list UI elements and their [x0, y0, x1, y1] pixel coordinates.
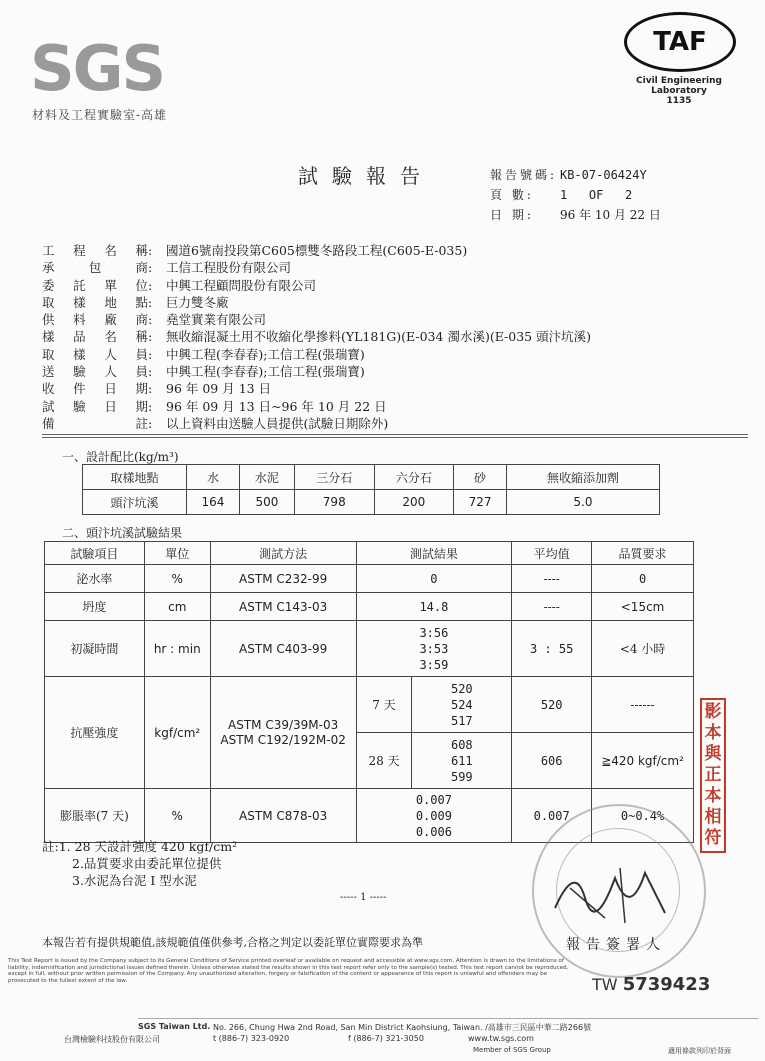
info-value: 96 年 09 月 13 日~96 年 10 月 22 日: [166, 398, 387, 414]
info-value: 國道6號南投段第C605標雙冬路段工程(C605-E-035): [166, 243, 468, 258]
info-row: 取 樣 人 員 : 中興工程(李春春);工信工程(張瑞寶): [42, 346, 365, 362]
table-row: 坍度 cm ASTM C143-03 14.8 ---- <15cm: [45, 593, 694, 621]
mix-header: 三分石: [294, 465, 374, 490]
mix-cell: 798: [294, 490, 374, 515]
table-row: 膨脹率(7 天) % ASTM C878-03 0.007 0.009 0.006 0.007 0~0.4%: [45, 789, 694, 843]
mix-section-title: 一、設計配比(kg/m³): [62, 450, 179, 464]
info-value: 工信工程股份有限公司: [166, 260, 292, 276]
taf-line3: 1135: [666, 96, 692, 106]
mix-cell: 頭汴坑溪: [83, 490, 187, 515]
mix-cell: 727: [454, 490, 507, 515]
mix-header: 水泥: [239, 465, 294, 490]
col-header-method: 測試方法: [210, 542, 356, 565]
mix-cell: 200: [374, 490, 454, 515]
copy-verified-stamp: 影本與正本相符: [700, 698, 726, 853]
info-value: 堯堂實業有限公司: [166, 312, 267, 328]
report-date: 日 期: 96 年 10 月 22 日: [490, 208, 661, 222]
info-value: 無收縮混凝土用不收縮化學摻料(YL181G)(E-034 濁水溪)(E-035 頭汴坑溪): [166, 329, 591, 345]
taf-logo-text: TAF: [653, 27, 707, 57]
sgs-logo: SGS: [30, 32, 165, 105]
col-header-item: 試驗項目: [45, 542, 145, 565]
info-value: 96 年 09 月 13 日: [166, 381, 272, 397]
col-header-req: 品質要求: [592, 542, 694, 565]
info-row: 收 件 日 期 : 96 年 09 月 13 日: [42, 381, 272, 397]
table-row: 初凝時間 hr : min ASTM C403-99 3:56 3:53 3:59 3 : 55 <4 小時: [45, 621, 694, 677]
taf-logo: [620, 12, 738, 106]
mix-header: 砂: [454, 465, 507, 490]
info-label: 備 註: [42, 415, 148, 431]
mix-cell: 500: [239, 490, 294, 515]
mix-cell: 164: [187, 490, 240, 515]
mix-header: 六分石: [374, 465, 454, 490]
mix-header: 取樣地點: [83, 465, 187, 490]
lab-name: 材料及工程實驗室-高雄: [32, 108, 168, 122]
disclaimer: This Test Report is issued by the Company subject to its General Conditions of Service printed overleaf or available on request and accessible at www.sgs.com. Attention is drawn to the limitations of liability, indemnification and jurisdictional issues defined therein. Unless otherwise stated the results shown in this test report refer only to the sample(s) tested. This test report cannot be reproduced, except in full, without prior written permission of the Company. Any unauthorized alteration, forgery or falsification of the content or appearance of this report is unlawful and offenders may be prosecuted to the fullest extent of the law.: [8, 958, 569, 984]
info-row: 取 樣 地 點 : 巨力雙冬廠: [42, 294, 229, 310]
info-label: 工 程 名 稱: [42, 243, 148, 258]
report-number: 報告號碼: KB-07-06424Y: [490, 168, 647, 182]
info-label: 送 驗 人 員: [42, 364, 148, 380]
mix-header: 無收縮添加劑: [506, 465, 659, 490]
info-value: 以上資料由送驗人員提供(試驗日期除外): [166, 415, 389, 431]
results-section-title: 二、頭汴坑溪試驗結果: [62, 526, 183, 540]
info-value: 中興工程顧問股份有限公司: [166, 277, 317, 293]
report-title: 試驗報告: [298, 164, 434, 188]
mix-table: [82, 464, 660, 515]
info-label: 樣 品 名 稱: [42, 329, 148, 345]
info-row: 樣 品 名 稱 : 無收縮混凝土用不收縮化學摻料(YL181G)(E-034 濁水溪)(E-035 頭汴坑溪): [42, 329, 591, 345]
results-table: [44, 541, 694, 843]
info-value: 中興工程(李春春);工信工程(張瑞寶): [166, 364, 365, 380]
info-row: 備 註 : 以上資料由送驗人員提供(試驗日期除外): [42, 415, 389, 431]
taf-line2: Laboratory: [651, 86, 707, 96]
info-row: 承 包 商 : 工信工程股份有限公司: [42, 260, 292, 276]
info-label: 委 託 單 位: [42, 277, 148, 293]
info-label: 試 驗 日 期: [42, 398, 148, 414]
info-row: 試 驗 日 期 : 96 年 09 月 13 日~96 年 10 月 22 日: [42, 398, 387, 414]
info-row: 工 程 名 稱 : 國道6號南投段第C605標雙冬路段工程(C605-E-035): [42, 243, 468, 258]
page-marker: ----- 1 -----: [340, 892, 387, 903]
scope-note: 本報告若有提供規範值,該規範值僅供參考,合格之判定以委託單位實際要求為準: [42, 936, 423, 949]
info-value: 中興工程(李春春);工信工程(張瑞寶): [166, 346, 365, 362]
table-row: 28 天 608 611 599 606 ≧420 kgf/cm²: [45, 733, 694, 789]
signature-label: 報告簽署人: [566, 937, 666, 953]
info-label: 取 樣 地 點: [42, 294, 148, 310]
info-label: 取 樣 人 員: [42, 346, 148, 362]
serial-number: TW 5739423: [592, 974, 711, 995]
mix-header: 水: [187, 465, 240, 490]
footer: SGS Taiwan Ltd. 台灣檢驗科技股份有限公司 No. 266, Chung Hwa 2nd Road, San Min District Kaohsiung, Taiwan. /高雄市三民區中華二路266號 t (886-7) 323-0920 f (886-7) 321-3050 www.tw.sgs.com Member of SGS Group 適用條款列印於背面: [8, 1018, 758, 1058]
info-row: 送 驗 人 員 : 中興工程(李春春);工信工程(張瑞寶): [42, 364, 365, 380]
col-header-result: 測試結果: [356, 542, 512, 565]
info-label: 供 料 廠 商: [42, 312, 148, 328]
info-row: 供 料 廠 商 : 堯堂實業有限公司: [42, 312, 267, 328]
mix-cell: 5.0: [506, 490, 659, 515]
notes: 註:1. 28 天設計強度 420 kgf/cm² 2.品質要求由委託單位提供 3.水泥為台泥 I 型水泥: [42, 839, 238, 888]
info-value: 巨力雙冬廠: [166, 294, 229, 310]
signature: [545, 858, 675, 928]
info-label: 收 件 日 期: [42, 381, 148, 397]
info-label: 承 包 商: [42, 260, 148, 276]
table-row: 抗壓強度 kgf/cm² ASTM C39/39M-03 ASTM C192/192M-02 7 天 520 524 517 520 ------: [45, 677, 694, 733]
page-count: 頁 數: 1 OF 2: [490, 188, 633, 202]
col-header-avg: 平均值: [512, 542, 592, 565]
taf-line1: Civil Engineering: [636, 76, 722, 86]
table-row: 泌水率 % ASTM C232-99 0 ---- 0: [45, 565, 694, 593]
col-header-unit: 單位: [144, 542, 210, 565]
project-info: [42, 242, 591, 432]
divider: [42, 434, 748, 438]
info-row: 委 託 單 位 : 中興工程顧問股份有限公司: [42, 277, 317, 293]
